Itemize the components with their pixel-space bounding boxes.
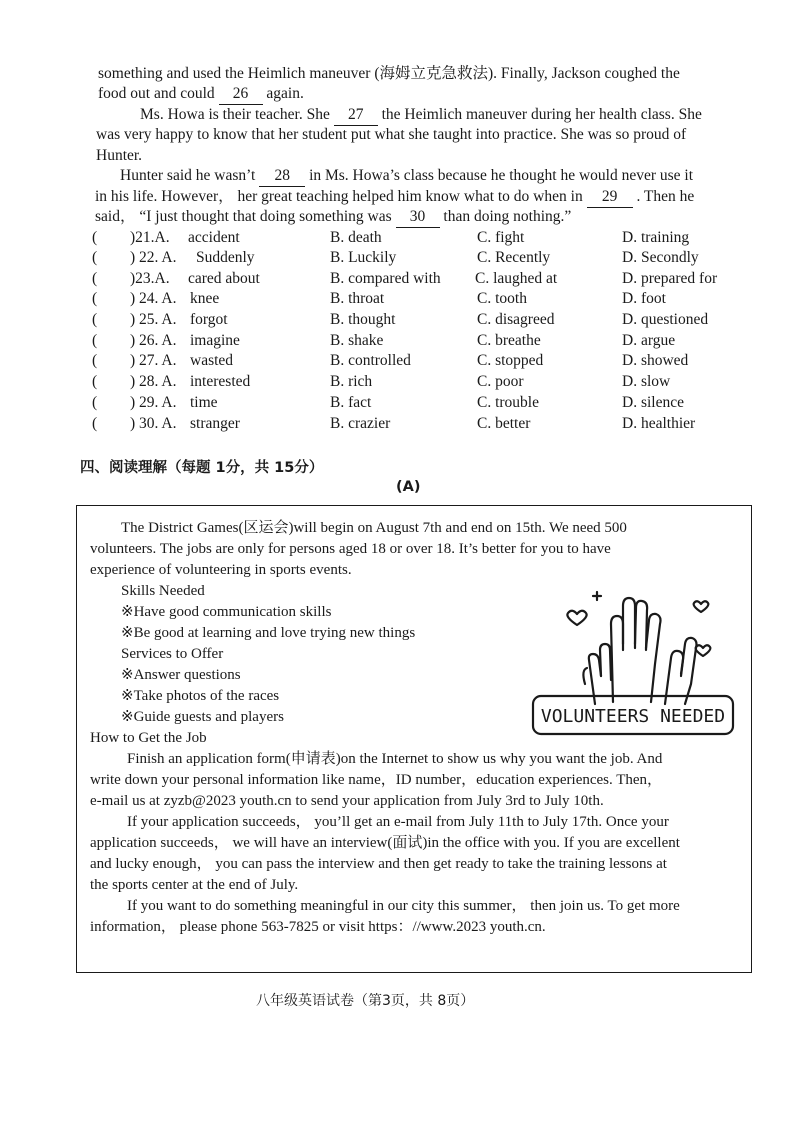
option-a: imagine <box>190 332 240 349</box>
passage-text: in Ms. Howa’s class because he thought he would never use it <box>309 167 694 184</box>
service-item: ※Answer questions <box>121 667 241 683</box>
option-d: D. Secondly <box>622 249 699 266</box>
volunteer-ad-box <box>76 505 752 973</box>
option-c: C. trouble <box>477 394 539 411</box>
option-d: D. prepared for <box>622 270 718 287</box>
passage-text: the Heimlich maneuver during her health class. She <box>381 106 702 123</box>
question-number: ) 27. A. <box>130 352 177 369</box>
how-title: How to Get the Job <box>90 730 207 746</box>
blank-30[interactable]: 30 <box>396 207 440 228</box>
passage-line-6 <box>120 166 693 187</box>
passage-text: said， “I just thought that doing something was <box>95 208 392 225</box>
ad-process-line-3: and lucky enough， you can pass the interview and then get ready to take the training lessons at <box>90 856 667 872</box>
page-footer: 八年级英语试卷（第3页，共 8页） <box>256 993 475 1009</box>
question-number: ) 25. A. <box>130 311 177 328</box>
option-a: stranger <box>190 415 240 432</box>
option-a: cared about <box>188 270 260 287</box>
passage-line-1: something and used the Heimlich maneuver (海姆立克急救法). Finally, Jackson coughed the <box>98 65 680 82</box>
question-number: ) 29. A. <box>130 394 177 411</box>
option-c: C. fight <box>477 229 525 246</box>
option-a: time <box>190 394 218 411</box>
option-a: accident <box>188 229 240 246</box>
question-number: ) 22. A. <box>130 249 177 266</box>
question-number: ) 24. A. <box>130 290 177 307</box>
option-d: D. healthier <box>622 415 696 432</box>
option-d: D. argue <box>622 332 676 349</box>
passage-line-3 <box>140 105 702 126</box>
option-b: B. death <box>330 229 382 246</box>
service-item: ※Take photos of the races <box>121 688 280 704</box>
passage-text: Hunter said he wasn’t <box>120 167 256 184</box>
option-b: B. throat <box>330 290 385 307</box>
option-c: C. better <box>477 415 531 432</box>
option-d: D. slow <box>622 373 671 390</box>
option-a: interested <box>190 373 251 390</box>
skill-item: ※Have good communication skills <box>121 604 332 620</box>
option-a: knee <box>190 290 220 307</box>
blank-27[interactable]: 27 <box>334 105 378 126</box>
answer-bracket[interactable]: ( <box>92 415 98 432</box>
section-heading: 四、阅读理解（每题 1分，共 15分） <box>80 460 324 476</box>
answer-bracket[interactable]: ( <box>92 229 98 246</box>
answer-bracket[interactable]: ( <box>92 290 98 307</box>
passage-line-2 <box>98 84 304 105</box>
blank-29[interactable]: 29 <box>587 187 633 208</box>
question-row <box>92 269 718 289</box>
answer-bracket[interactable]: ( <box>92 270 98 287</box>
question-row <box>92 351 689 371</box>
answer-bracket[interactable]: ( <box>92 249 98 266</box>
answer-bracket[interactable]: ( <box>92 352 98 369</box>
option-c: C. tooth <box>477 290 527 307</box>
question-row <box>92 331 676 351</box>
ad-apply-line-3: e-mail us at zyzb@2023 youth.cn to send your application from July 3rd to July 10th. <box>90 793 604 809</box>
question-number: ) 30. A. <box>130 415 177 432</box>
answer-bracket[interactable]: ( <box>92 332 98 349</box>
ad-process-line-1: If your application succeeds， you’ll get an e-mail from July 11th to July 17th. Once your <box>127 814 669 830</box>
question-number: ) 28. A. <box>130 373 177 390</box>
question-row <box>92 248 699 268</box>
option-c: C. stopped <box>477 352 544 369</box>
answer-bracket[interactable]: ( <box>92 394 98 411</box>
passage-text: again. <box>266 85 304 102</box>
passage-line-8 <box>95 207 571 228</box>
question-row <box>92 372 671 392</box>
option-b: B. crazier <box>330 415 391 432</box>
question-number: ) 26. A. <box>130 332 177 349</box>
option-b: B. fact <box>330 394 372 411</box>
option-a: wasted <box>190 352 234 369</box>
option-c: C. breathe <box>477 332 541 349</box>
service-item: ※Guide guests and players <box>121 709 284 725</box>
ad-process-line-4: the sports center at the end of July. <box>90 877 299 893</box>
question-row <box>92 310 709 330</box>
option-c: C. poor <box>477 373 524 390</box>
passage-text: food out and could <box>98 85 215 102</box>
question-number: )23.A. <box>130 270 170 287</box>
question-row <box>92 414 696 434</box>
skills-title: Skills Needed <box>121 583 205 599</box>
passage-text: . Then he <box>636 188 695 205</box>
question-number: )21.A. <box>130 229 170 246</box>
passage-text: than doing nothing.” <box>443 208 572 225</box>
ad-intro-line-2: volunteers. The jobs are only for persons aged 18 or over 18. It’s better for you to have <box>90 541 611 557</box>
option-d: D. silence <box>622 394 684 411</box>
option-b: B. compared with <box>330 270 441 287</box>
blank-28[interactable]: 28 <box>259 166 305 187</box>
question-row <box>92 228 690 248</box>
passage-line-4: was very happy to know that her student put what she taught into practice. She was so proud of <box>96 126 687 143</box>
option-b: B. shake <box>330 332 384 349</box>
option-b: B. rich <box>330 373 373 390</box>
skill-item: ※Be good at learning and love trying new things <box>121 625 416 641</box>
blank-26[interactable]: 26 <box>219 84 263 105</box>
option-d: D. training <box>622 229 690 246</box>
option-c: C. Recently <box>477 249 551 266</box>
option-b: B. Luckily <box>330 249 397 266</box>
option-d: D. foot <box>622 290 666 307</box>
ad-contact-line-2: information， please phone 563-7825 or visit https：//www.2023 youth.cn. <box>90 919 546 935</box>
passage-label: (A) <box>396 479 421 495</box>
passage-text: in his life. However， her great teaching helped him know what to do when in <box>95 188 583 205</box>
question-row <box>92 289 666 309</box>
answer-bracket[interactable]: ( <box>92 373 98 390</box>
passage-line-7 <box>95 187 694 208</box>
ad-intro-line-1: The District Games(区运会)will begin on August 7th and end on 15th. We need 500 <box>121 520 627 536</box>
option-d: D. showed <box>622 352 689 369</box>
ad-apply-line-2: write down your personal information like name，ID number，education experiences. Then， <box>90 772 663 788</box>
question-row <box>92 393 684 413</box>
ad-apply-line-1: Finish an application form(申请表)on the Internet to show us why you want the job. And <box>127 751 663 767</box>
option-b: B. controlled <box>330 352 411 369</box>
ad-process-line-2: application succeeds， we will have an interview(面试)in the office with you. If you are excellent <box>90 835 680 851</box>
option-d: D. questioned <box>622 311 709 328</box>
ad-contact-line-1: If you want to do something meaningful in our city this summer， then join us. To get more <box>127 898 680 914</box>
ad-intro-line-3: experience of volunteering in sports events. <box>90 562 352 578</box>
volunteer-hands-illustration <box>525 584 741 744</box>
services-title: Services to Offer <box>121 646 224 662</box>
badge-text: VOLUNTEERS NEEDED <box>540 706 726 727</box>
option-c: C. laughed at <box>475 270 558 287</box>
option-b: B. thought <box>330 311 396 328</box>
passage-text: Ms. Howa is their teacher. She <box>140 106 330 123</box>
option-c: C. disagreed <box>477 311 555 328</box>
option-a: Suddenly <box>196 249 255 266</box>
option-a: forgot <box>190 311 228 328</box>
answer-bracket[interactable]: ( <box>92 311 98 328</box>
passage-line-5: Hunter. <box>96 147 143 164</box>
